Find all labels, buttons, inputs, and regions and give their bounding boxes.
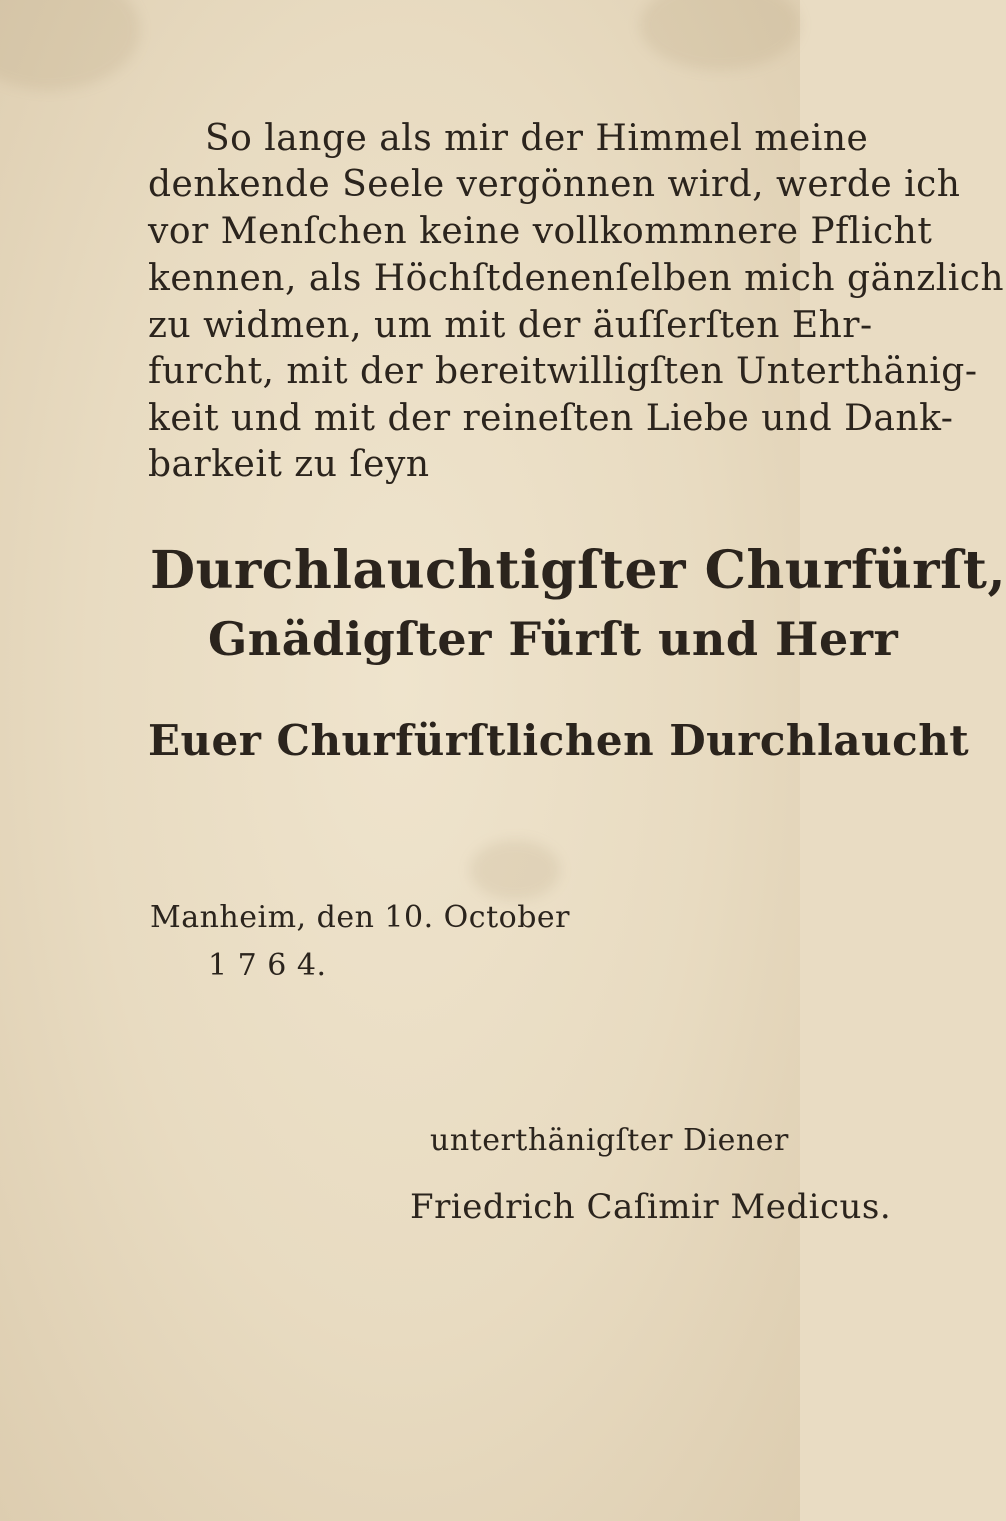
place-date: Manheim, den 10. October: [150, 900, 570, 935]
salutation-line-2: Gnädigſter Fürſt und Herr: [208, 612, 899, 666]
paragraph-line-5: zu widmen, um mit der äuſſerſten Ehr-: [148, 305, 873, 346]
paragraph-line-1: So lange als mir der Himmel meine: [205, 118, 869, 159]
signature: Friedrich Caſimir Medicus.: [410, 1187, 892, 1227]
year: 1 7 6 4.: [208, 948, 327, 983]
paragraph-line-7: keit und mit der reineſten Liebe und Dank-: [148, 398, 954, 439]
salutation-line-1: Durchlauchtigſter Churfürſt,: [150, 540, 1006, 601]
salutation-line-3: Euer Churfürſtlichen Durchlaucht: [148, 716, 970, 765]
paragraph-line-8: barkeit zu ſeyn: [148, 444, 430, 485]
paragraph-line-2: denkende Seele vergönnen wird, werde ich: [148, 164, 961, 205]
paragraph-line-6: furcht, mit der bereitwilligſten Unterthänig-: [148, 351, 978, 392]
paragraph-line-4: kennen, als Höchſtdenenſelben mich gänzlich: [148, 258, 1005, 299]
closing: unterthänigſter Diener: [430, 1123, 789, 1158]
paragraph-line-3: vor Menſchen keine vollkommnere Pflicht: [148, 211, 933, 252]
